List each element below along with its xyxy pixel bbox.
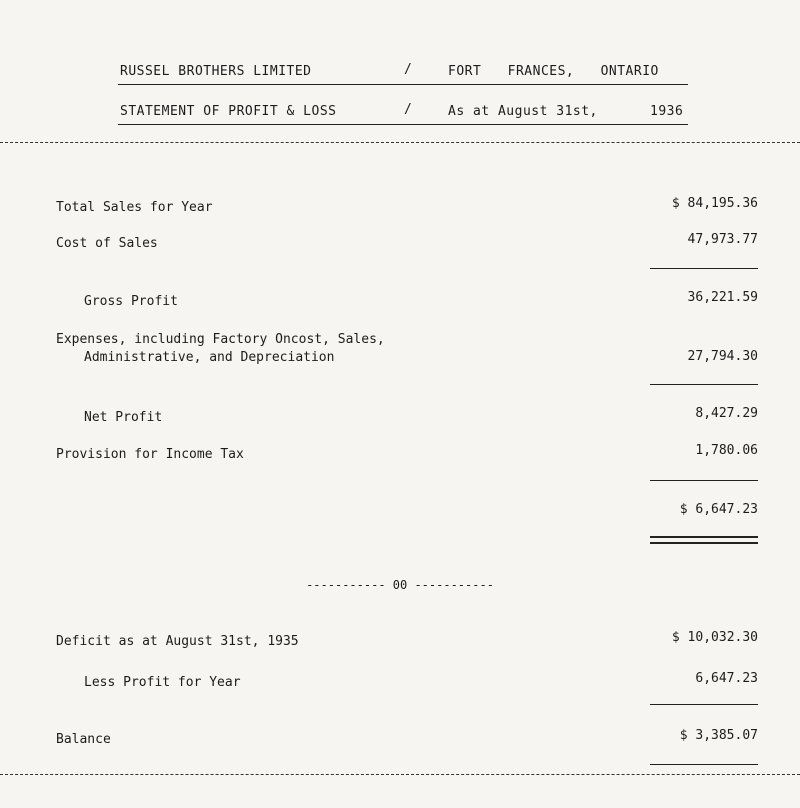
row-label-gross-profit: Gross Profit — [84, 294, 178, 309]
row-amount-expenses: 27,794.30 — [687, 349, 758, 364]
row-amount-gross-profit: 36,221.59 — [687, 290, 758, 305]
company-location: FORT FRANCES, ONTARIO — [448, 64, 659, 79]
balance-rule — [650, 764, 758, 765]
row-label-cost-of-sales: Cost of Sales — [56, 236, 158, 251]
row-label-balance: Balance — [56, 732, 111, 747]
row-label-deficit: Deficit as at August 31st, 1935 — [56, 634, 299, 649]
title-underline — [118, 124, 688, 125]
statement-year: 1936 — [650, 104, 684, 119]
header-separator: / — [404, 102, 413, 117]
row-label-expenses-line2: Administrative, and Depreciation — [84, 350, 335, 365]
company-name: RUSSEL BROTHERS LIMITED — [120, 64, 312, 79]
subtotal-rule — [650, 480, 758, 481]
statement-date-label: As at August 31st, — [448, 104, 598, 119]
row-amount-net-profit: 8,427.29 — [695, 406, 758, 421]
subtotal-rule — [650, 268, 758, 269]
header-underline — [118, 84, 688, 85]
row-label-income-tax: Provision for Income Tax — [56, 447, 244, 462]
footer-divider-line — [0, 774, 800, 775]
section-divider: ----------- 00 ----------- — [306, 578, 494, 592]
row-amount-deficit: $ 10,032.30 — [671, 630, 758, 645]
subtotal-rule — [650, 704, 758, 705]
statement-title: STATEMENT OF PROFIT & LOSS — [120, 104, 337, 119]
row-amount-less-profit: 6,647.23 — [695, 671, 758, 686]
row-amount-total-sales: $ 84,195.36 — [671, 196, 758, 211]
row-amount-income-tax: 1,780.06 — [695, 443, 758, 458]
row-amount-net-after-tax: $ 6,647.23 — [679, 502, 758, 517]
row-amount-cost-of-sales: 47,973.77 — [687, 232, 758, 247]
header-separator: / — [404, 62, 413, 77]
row-amount-balance: $ 3,385.07 — [679, 728, 758, 743]
row-label-expenses-line1: Expenses, including Factory Oncost, Sales, — [56, 332, 385, 347]
row-label-total-sales: Total Sales for Year — [56, 200, 213, 215]
total-double-rule — [650, 536, 758, 544]
row-label-net-profit: Net Profit — [84, 410, 163, 425]
subtotal-rule — [650, 384, 758, 385]
row-label-less-profit: Less Profit for Year — [84, 675, 241, 690]
header-divider-line — [0, 142, 800, 143]
